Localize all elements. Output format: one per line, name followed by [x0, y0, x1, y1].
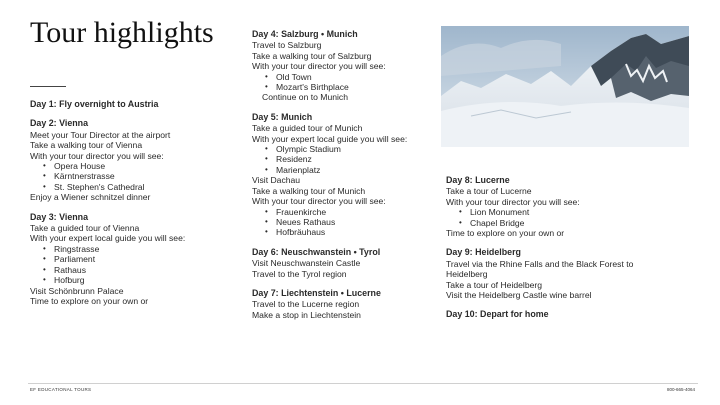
activity-line: Travel via the Rhine Falls and the Black Forest to: [446, 258, 634, 269]
activity-line: Take a guided tour of Vienna: [30, 223, 140, 234]
sight-list: [30, 161, 230, 192]
sight-item: • Chapel Bridge: [470, 218, 696, 228]
footer-brand: EF EDUCATIONAL TOURS: [30, 387, 92, 392]
activity-line: Travel to the Tyrol region: [252, 268, 347, 279]
day-title: Day 9: Heidelberg: [446, 247, 521, 258]
activity-line: Take a walking tour of Salzburg: [252, 50, 372, 61]
sight-item: • Kärntnerstrasse: [54, 171, 230, 181]
activity-line: With your tour director you will see:: [30, 150, 164, 161]
sight-item: • Neues Rathaus: [276, 217, 437, 227]
day-block: [252, 29, 437, 103]
itinerary-column-3: [446, 175, 696, 329]
day-block: [252, 288, 437, 320]
sight-item: • Hofburg: [54, 275, 230, 285]
sight-item: • Ringstrasse: [54, 244, 230, 254]
activity-line: Time to explore on your own or: [30, 295, 149, 306]
sight-item: • Parliament: [54, 254, 230, 264]
footer-divider: [28, 383, 698, 384]
day-title: Day 8: Lucerne: [446, 175, 510, 185]
day-block: [30, 99, 230, 109]
page-title: Tour highlights: [30, 16, 214, 49]
itinerary-column-2: [252, 29, 437, 329]
activity-line: With your tour director you will see:: [252, 61, 386, 72]
activity-line: Travel to Salzburg: [252, 40, 322, 51]
sight-item: • Mozart's Birthplace: [276, 82, 437, 92]
sight-list: [30, 244, 230, 286]
day-block: [30, 118, 230, 202]
sight-item: • Old Town: [276, 72, 437, 82]
sight-item: • Frauenkirche: [276, 207, 437, 217]
sight-list: [446, 207, 696, 228]
activity-line: With your tour director you will see:: [446, 196, 580, 207]
sight-list: [252, 207, 437, 238]
activity-line: Travel to the Lucerne region: [252, 299, 360, 310]
activity-line: Heidelberg: [446, 269, 488, 280]
sight-item: • Olympic Stadium: [276, 144, 437, 154]
activity-line: Take a tour of Heidelberg: [446, 279, 543, 290]
day-block: [252, 112, 437, 238]
activity-line: Visit Neuschwanstein Castle: [252, 258, 361, 269]
day-title: Day 7: Liechtenstein • Lucerne: [252, 287, 381, 298]
activity-line: Take a walking tour of Munich: [252, 185, 366, 196]
title-divider: [30, 86, 66, 87]
day-title: Day 3: Vienna: [30, 211, 89, 222]
sight-item: • Residenz: [276, 154, 437, 164]
activity-line: Continue on to Munich: [262, 92, 348, 103]
activity-line: Take a walking tour of Vienna: [30, 140, 143, 151]
day-block: [252, 247, 437, 279]
activity-line: Make a stop in Liechtenstein: [252, 309, 361, 320]
day-title: Day 4: Salzburg • Munich: [252, 29, 358, 39]
activity-line: Time to explore on your own or: [446, 228, 565, 239]
activity-line: Take a tour of Lucerne: [446, 186, 532, 197]
day-title: Day 6: Neuschwanstein • Tyrol: [252, 246, 381, 257]
itinerary-column-1: [30, 99, 230, 315]
day-block: [446, 309, 696, 319]
day-block: [446, 247, 696, 300]
activity-line: Visit Dachau: [252, 175, 301, 186]
day-title: Day 5: Munich: [252, 111, 313, 122]
sight-item: • Hofbräuhaus: [276, 227, 437, 237]
activity-line: With your expert local guide you will see:: [30, 233, 186, 244]
day-title: Day 2: Vienna: [30, 118, 89, 129]
sight-item: • Rathaus: [54, 265, 230, 275]
day-block: [30, 212, 230, 307]
sight-item: • St. Stephen's Cathedral: [54, 182, 230, 192]
footer-phone: 800-665-4064: [666, 387, 695, 392]
day-block: [446, 175, 696, 238]
activity-line: Meet your Tour Director at the airport: [30, 129, 171, 140]
activity-line: Visit the Heidelberg Castle wine barrel: [446, 290, 592, 301]
day-title: Day 1: Fly overnight to Austria: [30, 99, 159, 109]
sight-list: [252, 144, 437, 175]
activity-line: Visit Schönbrunn Palace: [30, 285, 124, 296]
sight-item: • Marienplatz: [276, 165, 437, 175]
sight-list: [252, 72, 437, 93]
sight-item: • Lion Monument: [470, 207, 696, 217]
activity-line: Take a guided tour of Munich: [252, 123, 363, 134]
activity-line: With your tour director you will see:: [252, 196, 386, 207]
day-title: Day 10: Depart for home: [446, 309, 549, 320]
activity-line: With your expert local guide you will see:: [252, 133, 408, 144]
activity-line: Enjoy a Wiener schnitzel dinner: [30, 192, 151, 203]
alpine-mountain-photo: [441, 26, 689, 147]
sight-item: • Opera House: [54, 161, 230, 171]
